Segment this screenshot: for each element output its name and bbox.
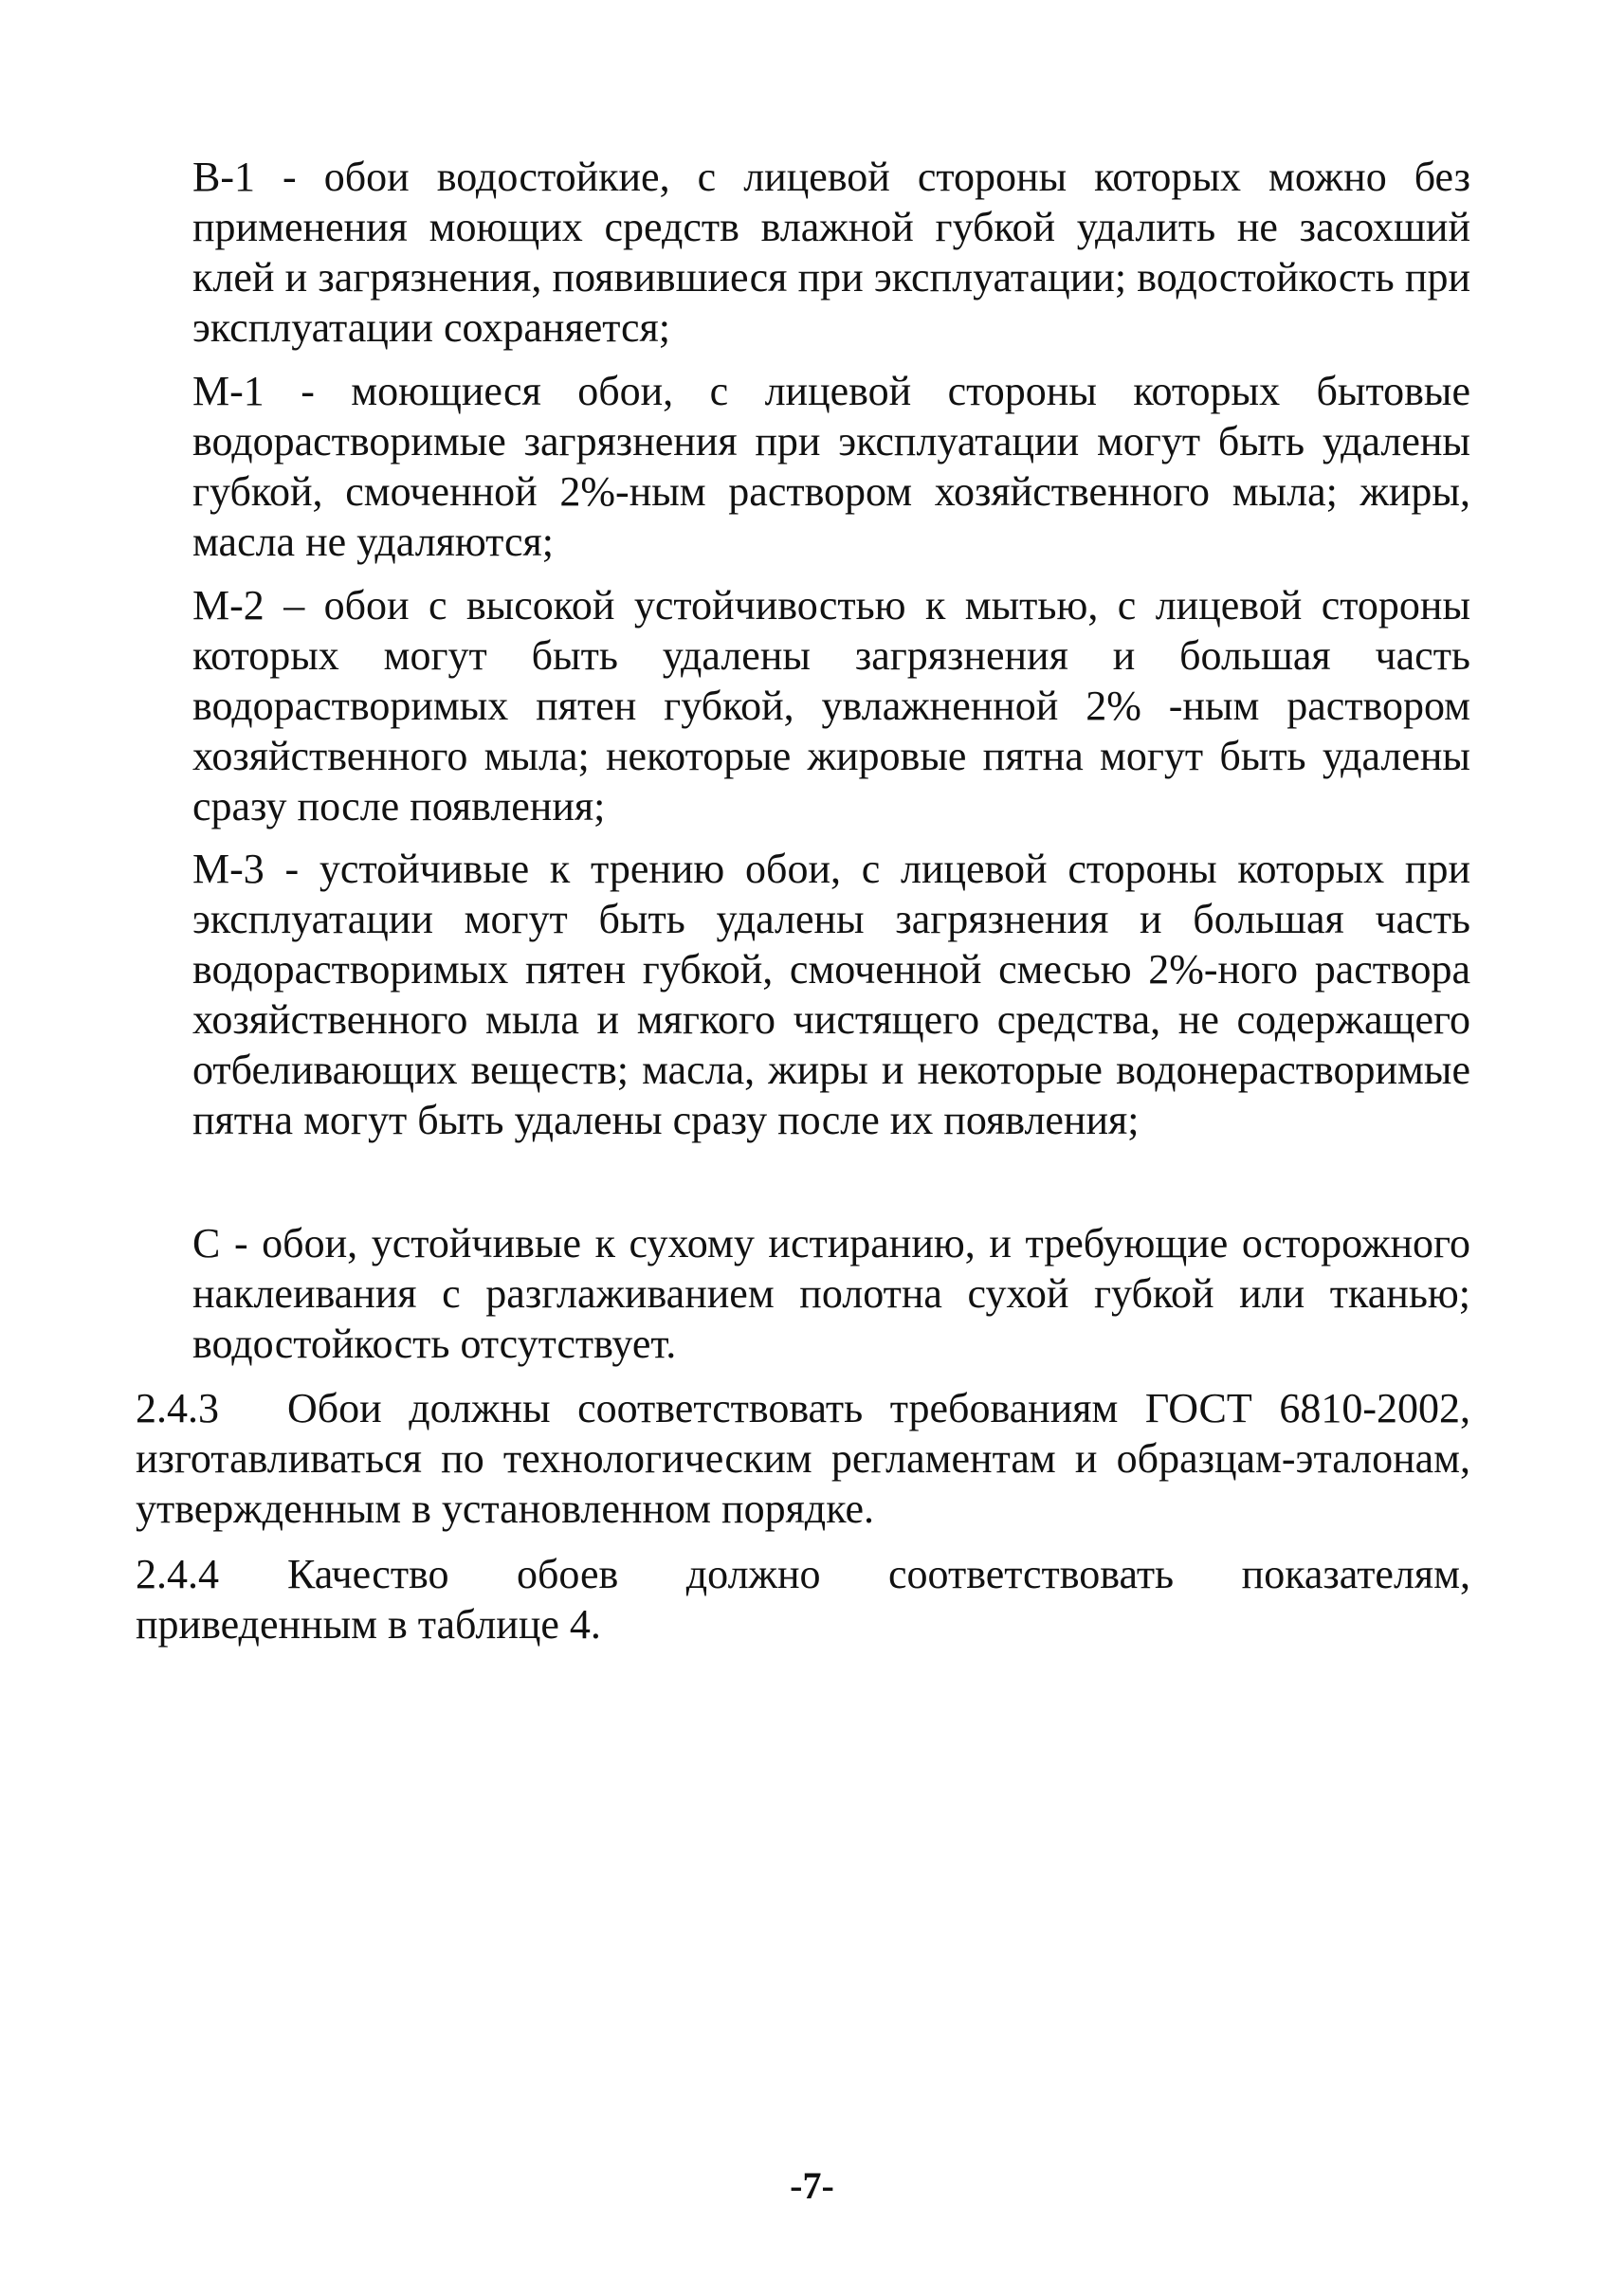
- definition-m2: М-2 – обои с высокой устойчивостью к мытью, с лицевой стороны которых могут быть удалены загрязнения и большая часть водорастворимых пятен губкой, увлажненной 2% -ным раствором хозяйственного мыла; некоторые жировые пятна могут быть удалены сразу после появления;: [192, 582, 1470, 829]
- section-text: Качество обоев должно соответствовать показателям, приведенным в таблице 4.: [136, 1551, 1470, 1648]
- definition-c: С - обои, устойчивые к сухому истиранию, и требующие осторожного наклеивания с разглаживанием полотна сухой губкой или тканью; водостойкость отсутствует.: [192, 1220, 1470, 1367]
- section-text: Обои должны соответствовать требованиям ГОСТ 6810-2002, изготавливаться по технологическим регламентам и образцам-эталонам, утвержденным в установленном порядке.: [136, 1385, 1470, 1532]
- page-number: -7-: [790, 2164, 834, 2207]
- section-number: 2.4.4: [136, 1551, 219, 1597]
- section-number: 2.4.3: [136, 1385, 219, 1431]
- definition-m3: М-3 - устойчивые к трению обои, с лицевой стороны которых при эксплуатации могут быть удалены загрязнения и большая часть водорастворимых пятен губкой, смоченной смесью 2%-ного раствора хозяйственного мыла и мягкого чистящего средства, не содержащего отбеливающих веществ; масла, жиры и некоторые водонерастворимые пятна могут быть удалены сразу после их появления;: [192, 846, 1470, 1143]
- definition-m1: М-1 - моющиеся обои, с лицевой стороны которых бытовые водорастворимые загрязнения при эксплуатации могут быть удалены губкой, смоченной 2%-ным раствором хозяйственного мыла; жиры, масла не удаляются;: [192, 368, 1470, 565]
- section-2-4-4: [136, 1549, 1470, 1649]
- definition-b1: В-1 - обои водостойкие, с лицевой стороны которых можно без применения моющих средств влажной губкой удалить не засохший клей и загрязнения, появившиеся при эксплуатации; водостойкость при эксплуатации сохраняется;: [192, 154, 1470, 351]
- section-2-4-3: [136, 1383, 1470, 1534]
